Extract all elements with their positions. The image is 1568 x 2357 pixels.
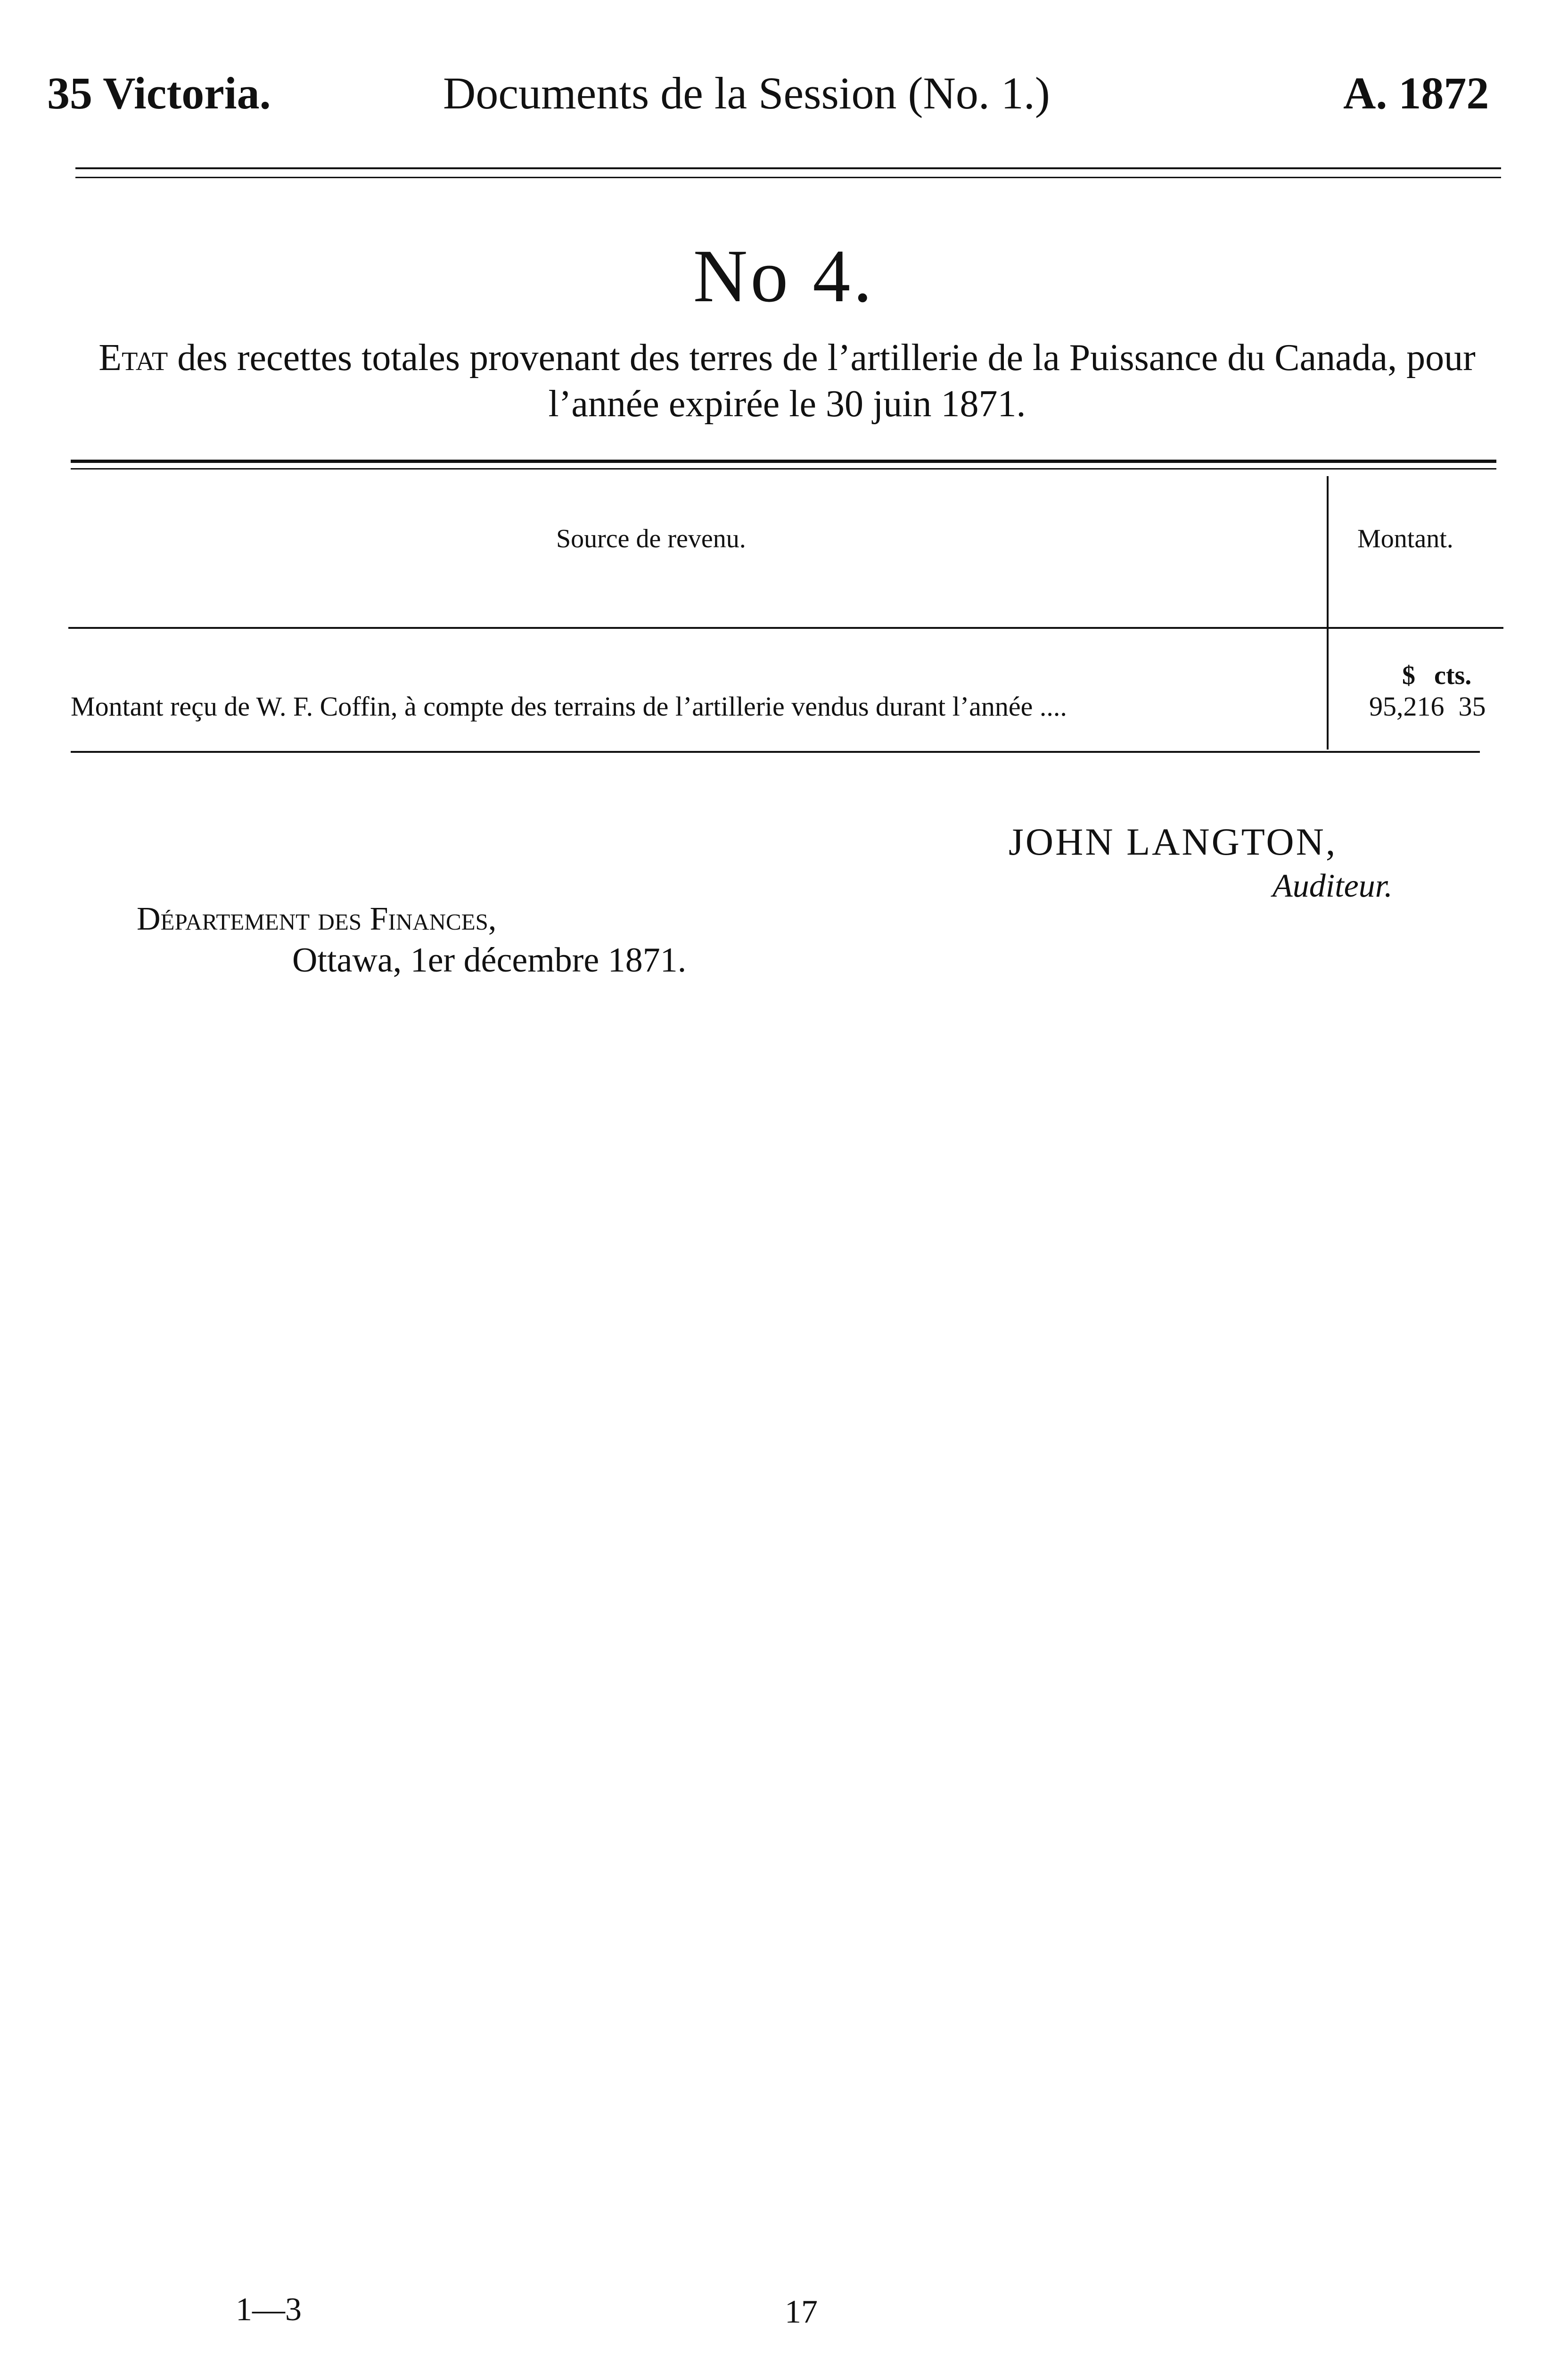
auditor-title: Auditeur. [1272,868,1393,904]
sheet-signature: 1—3 [236,2291,302,2328]
amount-dollars: 95,216 [1369,691,1445,722]
table-row-amount [1369,693,1486,720]
session-label: 35 Victoria. [47,68,271,118]
page-number: 17 [785,2294,818,2330]
column-header-source: Source de revenu. [556,524,746,553]
column-header-amount: Montant. [1357,524,1453,553]
table-bottom-rule [71,751,1480,753]
column-divider [1327,476,1329,750]
header-rule-top [75,167,1501,169]
table-top-rule-thin [71,468,1496,470]
statement-heading [66,335,1508,427]
department-name: Département des Finances, [137,901,497,937]
header-row-rule [68,627,1503,629]
table-top-rule-thick [71,460,1496,463]
statement-text: des recettes totales provenant des terres de l’artillerie de la Puissance du Canada, pour l’année expirée le 30 juin 1871. [177,337,1476,425]
cents-unit: cts. [1434,661,1472,690]
table-row-description: Montant reçu de W. F. Coffin, à compte des terrains de l’artillerie vendus durant l’année .... [71,691,1067,722]
statement-lead-word: Etat [99,337,168,379]
dollar-unit: $ [1402,661,1415,690]
auditor-name: JOHN LANGTON, [1009,820,1338,863]
statement-number: No 4. [693,234,875,318]
year-label: A. 1872 [1343,68,1489,118]
amount-units [1402,662,1471,689]
header-rule-bottom [75,177,1501,178]
document-series-title: Documents de la Session (No. 1.) [443,68,1050,118]
place-and-date: Ottawa, 1er décembre 1871. [292,941,687,980]
amount-cents: 35 [1458,691,1486,722]
